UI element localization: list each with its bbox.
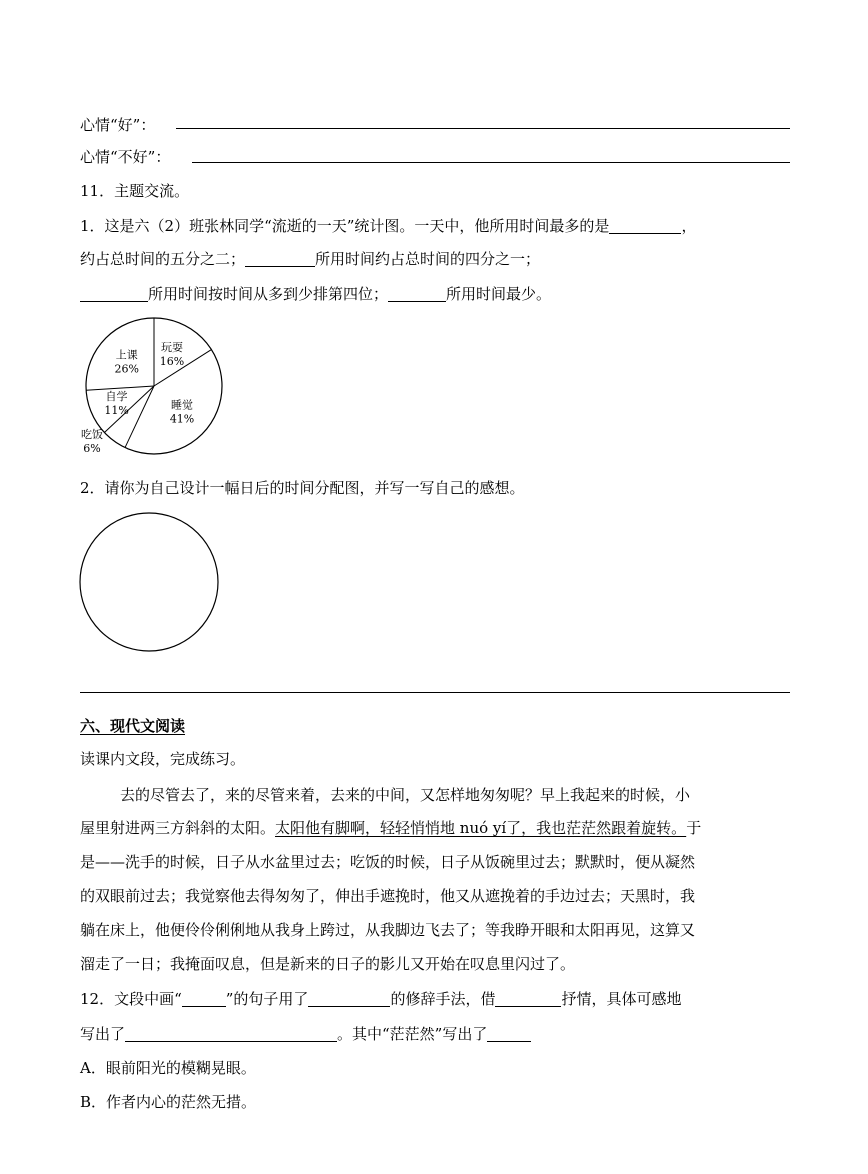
- answer-blank-quarter[interactable]: [245, 250, 315, 267]
- q11-title: 11．主题交流。: [80, 182, 190, 200]
- pie-slice-value: 11%: [104, 404, 129, 418]
- q12-line1: [80, 989, 681, 1009]
- q12-blank-choice[interactable]: [487, 1025, 531, 1042]
- q11-p1-line2: [80, 249, 540, 269]
- mood-bad-line: [80, 147, 170, 167]
- q12-text-c: 的修辞手法，借: [390, 990, 496, 1008]
- section6-instruction: 读课内文段，完成练习。: [80, 750, 246, 768]
- design-blank-circle[interactable]: [78, 511, 220, 653]
- q11-p1-text-e: 所用时间按时间从多到少排第四位；: [148, 285, 389, 303]
- q12-line2: [80, 1024, 531, 1044]
- passage-line-2-b: 于: [686, 819, 702, 837]
- q11-p2: 2．请你为自己设计一幅日后的时间分配图，并写一写自己的感想。: [80, 479, 525, 497]
- q12-text-e: 写出了: [80, 1025, 126, 1043]
- pie-slice-label: 睡觉: [171, 398, 194, 412]
- q12-text-b: ”的句子用了: [225, 990, 309, 1008]
- q11-p1-text-f: 所用时间最少。: [446, 285, 552, 303]
- mood-good-label: 心情“好”：: [80, 116, 156, 134]
- mood-bad-label: 心情“不好”：: [80, 148, 171, 166]
- pie-slice-value: 41%: [169, 412, 195, 426]
- q12-blank-object[interactable]: [495, 990, 561, 1007]
- q11-p1-line1: [80, 216, 696, 236]
- q12-option-a[interactable]: A．眼前阳光的模糊晃眼。: [80, 1059, 256, 1077]
- answer-blank-most[interactable]: [609, 217, 681, 234]
- section6-heading: 六、现代文阅读: [80, 717, 186, 735]
- q12-blank-1[interactable]: [182, 990, 226, 1007]
- pie-slice-value: 6%: [83, 442, 101, 455]
- section-divider: [80, 692, 790, 693]
- q12-option-b[interactable]: B．作者内心的茫然无措。: [80, 1093, 257, 1111]
- pie-slice-boundary: [125, 386, 154, 448]
- pie-slice-label: 自学: [105, 390, 128, 404]
- q12-text-f: 。其中“茫茫然”写出了: [337, 1025, 488, 1043]
- mood-good-line: [80, 115, 155, 135]
- q12-blank-rhetoric[interactable]: [308, 990, 390, 1007]
- passage-line-6: 溜走了一日；我掩面叹息，但是新来的日子的影儿又开始在叹息里闪过了。: [80, 955, 576, 973]
- q12-text-a: 12．文段中画“: [80, 990, 182, 1008]
- q12-text-d: 抒情，具体可感地: [561, 990, 682, 1008]
- q12-blank-content[interactable]: [125, 1025, 337, 1042]
- q11-p1-text-d: 所用时间约占总时间的四分之一；: [315, 250, 541, 268]
- q11-p1-line3: [80, 284, 551, 304]
- pie-slice-value: 26%: [114, 362, 139, 376]
- mood-good-answer-line[interactable]: [176, 128, 790, 129]
- answer-blank-fourth[interactable]: [80, 285, 148, 302]
- passage-line-5: 躺在床上，他便伶伶俐俐地从我身上跨过，从我脚边飞去了；等我睁开眼和太阳再见，这算又: [80, 921, 696, 939]
- mood-bad-answer-line[interactable]: [192, 162, 790, 163]
- q11-p1-text-c: 约占总时间的五分之二；: [80, 250, 246, 268]
- q11-p1-text-a: 1．这是六（2）班张林同学“流逝的一天”统计图。一天中，他所用时间最多的是: [80, 217, 610, 235]
- passage-underlined-sentence: 太阳他有脚啊，轻轻悄悄地 nuó yí了，我也茫茫然跟着旋转。: [275, 819, 687, 837]
- passage-line-2: [80, 818, 701, 838]
- passage-line-4: 的双眼前过去；我觉察他去得匆匆了，伸出手遮挽时，他又从遮挽着的手边过去；天黑时，我: [80, 887, 696, 905]
- pie-slice-label: 上课: [115, 348, 138, 362]
- passage-line-1: 去的尽管去了，来的尽管来着，去来的中间，又怎样地匆匆呢？早上我起来的时候，小: [120, 786, 691, 804]
- pie-slice-label: 吃饭: [81, 428, 103, 441]
- pie-slice-value: 16%: [159, 355, 185, 369]
- answer-blank-least[interactable]: [388, 285, 446, 302]
- pie-slice-label: 玩耍: [161, 341, 184, 355]
- time-pie-chart: [74, 314, 234, 464]
- passage-line-2-a: 屋里射进两三方斜斜的太阳。: [80, 819, 276, 837]
- q11-p1-text-b: ，: [681, 217, 697, 235]
- passage-line-3: 是——洗手的时候，日子从水盆里过去；吃饭的时候，日子从饭碗里过去；默默时，便从凝然: [80, 853, 696, 871]
